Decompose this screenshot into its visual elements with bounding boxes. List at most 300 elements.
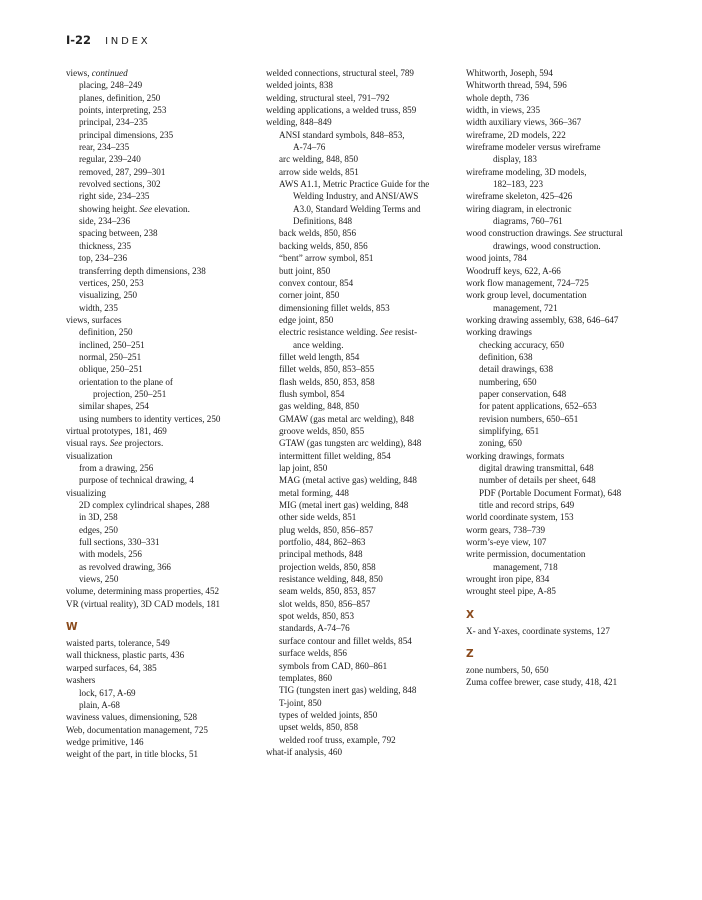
index-subentry [466,376,656,388]
index-subentry [66,388,256,400]
index-subentry [66,326,256,338]
index-subentry [266,339,464,351]
index-entry [66,437,256,449]
index-entry [466,265,656,277]
entry-text: wrought iron pipe, 834 [466,574,550,585]
entry-text: warped surfaces, 64, 385 [66,662,157,673]
index-entry [466,92,656,104]
entry-text: visualizing, 250 [79,290,138,301]
index-column-3 [466,67,656,689]
entry-text: views, [66,68,92,78]
entry-text: revision numbers, 650–651 [479,413,579,424]
index-subentry [466,487,656,499]
entry-text: width, in views, 235 [466,105,541,116]
entry-text: flush symbol, 854 [279,388,345,399]
entry-text: vertices, 250, 253 [79,277,144,288]
entry-text: wood construction drawings. [466,228,574,239]
entry-text: wireframe modeling, 3D models, [466,166,587,177]
index-entry [466,625,656,637]
entry-text: back welds, 850, 856 [279,228,357,239]
index-entry [66,674,256,686]
index-entry [466,326,656,338]
entry-text: gas welding, 848, 850 [279,401,360,412]
entry-text: wiring diagram, in electronic [466,203,572,214]
entry-text: welding applications, a welded truss, 859 [266,105,417,116]
entry-text: principal dimensions, 235 [79,129,174,140]
entry-text: slot welds, 850, 856–857 [279,598,371,609]
entry-text: placing, 248–249 [79,80,143,91]
entry-text: AWS A1.1, Metric Practice Guide for the [279,179,430,190]
index-entry [66,450,256,462]
index-subentry [266,190,464,202]
index-column-2 [266,67,464,758]
entry-text: weight of the part, in title blocks, 51 [66,749,199,760]
entry-text: zoning, 650 [479,438,522,449]
entry-italic-text: See [380,327,393,338]
entry-text: revolved sections, 302 [79,179,161,190]
entry-text: working drawings, formats [466,450,565,461]
entry-text: work flow management, 724–725 [466,277,589,288]
entry-text: numbering, 650 [479,376,537,387]
index-subentry [466,388,656,400]
index-subentry [266,129,464,141]
entry-after-text: structural [586,228,623,239]
index-entry [66,724,256,736]
index-subentry [66,548,256,560]
index-subentry [66,499,256,511]
entry-text: welded roof truss, example, 792 [279,734,396,745]
entry-italic-text: See [139,203,152,214]
index-subentry [466,302,656,314]
index-subentry [266,499,464,511]
entry-text: visualization [66,450,113,461]
index-subentry [266,585,464,597]
index-subentry [466,339,656,351]
index-entry [466,450,656,462]
entry-text: welded joints, 838 [266,80,333,91]
index-subentry [266,721,464,733]
entry-text: side, 234–236 [79,216,131,227]
index-entry [466,536,656,548]
index-subentry [266,215,464,227]
index-subentry [266,413,464,425]
entry-text: wireframe modeler versus wireframe [466,142,601,153]
entry-text: management, 718 [493,561,558,572]
entry-text: portfolio, 484, 862–863 [279,537,366,548]
index-subentry [266,277,464,289]
entry-text: write permission, documentation [466,549,586,560]
entry-text: in 3D, 258 [79,512,118,523]
index-subentry [466,153,656,165]
index-subentry [266,166,464,178]
entry-text: views, 250 [79,574,119,585]
entry-text: GMAW (gas metal arc welding), 848 [279,413,414,424]
entry-text: working drawings [466,327,532,338]
index-subentry [266,573,464,585]
entry-text: plain, A-68 [79,699,120,710]
entry-text: lock, 617, A-69 [79,687,136,698]
page-header [66,33,150,49]
index-subentry [266,252,464,264]
index-subentry [66,511,256,523]
entry-text: electric resistance welding. [279,327,380,338]
index-subentry [466,240,656,252]
entry-text: convex contour, 854 [279,277,354,288]
index-entry [66,736,256,748]
entry-text: intermittent fillet welding, 854 [279,450,391,461]
index-subentry [66,339,256,351]
entry-text: similar shapes, 254 [79,401,149,412]
index-subentry [66,376,256,388]
index-subentry [266,265,464,277]
index-subentry [466,363,656,375]
entry-text: upset welds, 850, 858 [279,722,359,733]
entry-text: detail drawings, 638 [479,364,553,375]
index-subentry [66,474,256,486]
index-entry [466,116,656,128]
letter-heading: X [466,608,475,621]
index-subentry [466,462,656,474]
entry-text: inclined, 250–251 [79,339,145,350]
index-subentry [266,351,464,363]
entry-text: title and record strips, 649 [479,500,575,511]
index-entry [466,79,656,91]
entry-text: wireframe, 2D models, 222 [466,129,566,140]
index-entry [466,664,656,676]
index-entry [66,637,256,649]
index-subentry [466,425,656,437]
index-entry [466,166,656,178]
entry-text: width auxiliary views, 366–367 [466,117,582,128]
index-subentry [266,511,464,523]
entry-text: types of welded joints, 850 [279,709,378,720]
entry-text: flash welds, 850, 853, 858 [279,376,375,387]
index-subentry [466,561,656,573]
index-subentry [66,79,256,91]
entry-text: A-74–76 [293,142,326,153]
index-subentry [266,647,464,659]
entry-after-text: projectors. [122,438,164,449]
index-entry [266,79,464,91]
index-subentry [66,227,256,239]
index-entry [266,67,464,79]
entry-text: removed, 287, 299–301 [79,166,166,177]
index-entry [266,92,464,104]
index-subentry [266,622,464,634]
entry-text: A3.0, Standard Welding Terms and [293,203,421,214]
index-subentry [66,190,256,202]
index-subentry [66,166,256,178]
entry-text: welded connections, structural steel, 789 [266,68,414,78]
index-subentry [266,487,464,499]
index-entry [466,227,656,239]
entry-text: waviness values, dimensioning, 528 [66,712,198,723]
entry-text: Whitworth, Joseph, 594 [466,68,553,78]
index-entry [66,487,256,499]
index-entry [466,548,656,560]
entry-text: right side, 234–235 [79,191,150,202]
entry-text: wall thickness, plastic parts, 436 [66,650,185,661]
index-subentry [66,351,256,363]
entry-text: spot welds, 850, 853 [279,611,355,622]
entry-text: work group level, documentation [466,290,587,301]
index-subentry [466,400,656,412]
entry-text: fillet welds, 850, 853–855 [279,364,375,375]
entry-text: diagrams, 760–761 [493,216,563,227]
index-entry [466,67,656,79]
index-entry [466,676,656,688]
index-subentry [266,178,464,190]
index-subentry [66,92,256,104]
index-subentry [266,302,464,314]
index-subentry [266,450,464,462]
entry-text: dimensioning fillet welds, 853 [279,302,390,313]
index-subentry [266,561,464,573]
index-entry [66,662,256,674]
entry-after-text: elevation. [152,203,190,214]
entry-text: Whitworth thread, 594, 596 [466,80,567,91]
entry-text: principal, 234–235 [79,117,148,128]
entry-text: principal methods, 848 [279,549,363,560]
index-entry [466,585,656,597]
index-subentry [66,178,256,190]
entry-text: oblique, 250–251 [79,364,143,375]
index-subentry [66,252,256,264]
index-subentry [66,104,256,116]
entry-text: using numbers to identity vertices, 250 [79,413,221,424]
index-subentry [466,437,656,449]
entry-text: thickness, 235 [79,240,132,251]
entry-text: backing welds, 850, 856 [279,240,368,251]
entry-text: Definitions, 848 [293,216,353,227]
entry-text: top, 234–236 [79,253,127,264]
index-subentry [66,400,256,412]
index-column-1 [66,67,256,761]
index-entry [66,748,256,760]
entry-text: spacing between, 238 [79,228,158,239]
index-subentry [66,536,256,548]
entry-text: points, interpreting, 253 [79,105,167,116]
index-entry [466,129,656,141]
index-entry [466,190,656,202]
index-subentry [266,524,464,536]
entry-text: digital drawing transmittal, 648 [479,463,594,473]
index-entry [466,104,656,116]
entry-italic-text: See [109,438,123,449]
index-subentry [66,240,256,252]
entry-italic-text: continued [91,68,128,78]
entry-text: Welding Industry, and ANSI/AWS [293,191,419,202]
entry-text: wrought steel pipe, A-85 [466,586,556,597]
entry-text: washers [66,675,96,686]
entry-text: world coordinate system, 153 [466,512,574,523]
index-subentry [266,227,464,239]
entry-text: whole depth, 736 [466,92,529,103]
index-subentry [266,203,464,215]
index-subentry [266,141,464,153]
entry-text: virtual prototypes, 181, 469 [66,425,167,436]
entry-text: X- and Y-axes, coordinate systems, 127 [466,625,610,636]
index-subentry [266,734,464,746]
index-entry [466,524,656,536]
index-subentry [266,289,464,301]
entry-text: ANSI standard symbols, 848–853, [279,129,405,140]
index-subentry [66,203,256,215]
index-subentry [66,413,256,425]
index-entry [466,277,656,289]
index-entry [66,314,256,326]
running-head: INDEX [105,36,151,47]
index-subentry [266,425,464,437]
entry-italic-text: See [573,228,587,239]
entry-text: welding, structural steel, 791–792 [266,92,390,103]
entry-text: T-joint, 850 [279,697,322,708]
entry-text: regular, 239–240 [79,154,141,165]
index-subentry [266,153,464,165]
entry-text: fillet weld length, 854 [279,351,360,362]
entry-text: edges, 250 [79,524,118,535]
entry-text: welding, 848–849 [266,117,332,128]
index-subentry [266,610,464,622]
entry-text: showing height. [79,203,140,214]
index-subentry [466,474,656,486]
entry-after-text: resist- [392,327,418,338]
entry-text: transferring depth dimensions, 238 [79,265,206,276]
entry-text: VR (virtual reality), 3D CAD models, 181 [66,598,221,609]
entry-text: Woodruff keys, 622, A-66 [466,265,561,276]
entry-text: simplifying, 651 [479,425,540,436]
index-subentry [266,548,464,560]
entry-text: for patent applications, 652–653 [479,401,597,412]
entry-text: orientation to the plane of [79,376,173,387]
index-entry [466,141,656,153]
index-subentry [66,363,256,375]
entry-text: definition, 638 [479,351,533,362]
index-entry [66,598,256,610]
index-subentry [466,178,656,190]
entry-text: wedge primitive, 146 [66,736,144,747]
entry-text: templates, 860 [279,672,333,683]
entry-text: GTAW (gas tungsten arc welding), 848 [279,438,422,449]
letter-heading: W [66,621,78,634]
index-subentry [266,660,464,672]
index-subentry [266,462,464,474]
entry-text: butt joint, 850 [279,265,331,276]
entry-text: metal forming, 448 [279,487,349,498]
index-entry [66,425,256,437]
index-subentry [66,699,256,711]
index-subentry [66,462,256,474]
entry-text: MIG (metal inert gas) welding, 848 [279,500,409,511]
index-subentry [266,240,464,252]
index-subentry [466,499,656,511]
index-subentry [266,697,464,709]
entry-text: paper conservation, 648 [479,388,567,399]
entry-text: management, 721 [493,302,558,313]
entry-text: purpose of technical drawing, 4 [79,475,194,486]
index-subentry [66,561,256,573]
entry-text: volume, determining mass properties, 452 [66,586,220,597]
index-subentry [466,351,656,363]
entry-text: projection, 250–251 [93,388,167,399]
index-subentry [266,363,464,375]
index-subentry [466,413,656,425]
entry-text: worm’s-eye view, 107 [466,537,547,548]
index-subentry [266,672,464,684]
index-entry [466,203,656,215]
entry-text: wood joints, 784 [466,253,527,264]
index-subentry [266,474,464,486]
entry-text: corner joint, 850 [279,290,340,301]
index-subentry [266,376,464,388]
index-entry [466,252,656,264]
index-subentry [66,687,256,699]
index-subentry [266,388,464,400]
index-subentry [266,400,464,412]
entry-text: visualizing [66,487,106,498]
index-subentry [266,536,464,548]
index-subentry [266,326,464,338]
entry-text: definition, 250 [79,327,133,338]
index-subentry [266,635,464,647]
entry-text: 182–183, 223 [493,179,544,190]
index-subentry [66,524,256,536]
entry-text: number of details per sheet, 648 [479,475,596,486]
index-entry [66,67,256,79]
index-subentry [266,437,464,449]
entry-text: drawings, wood construction. [493,240,601,251]
index-entry [66,585,256,597]
entry-text: visual rays. [66,438,110,449]
index-subentry [266,314,464,326]
entry-text: wireframe skeleton, 425–426 [466,191,573,202]
entry-text: display, 183 [493,154,537,165]
entry-text: arrow side welds, 851 [279,166,359,177]
index-subentry [66,129,256,141]
entry-text: views, surfaces [66,314,122,325]
entry-text: planes, definition, 250 [79,92,161,103]
entry-text: resistance welding, 848, 850 [279,574,383,585]
entry-text: ance welding. [293,339,344,350]
entry-text: working drawing assembly, 638, 646–647 [466,314,619,325]
entry-text: surface welds, 856 [279,648,347,659]
entry-text: full sections, 330–331 [79,537,160,548]
index-subentry [266,598,464,610]
entry-text: standards, A-74–76 [279,623,350,634]
index-entry [466,573,656,585]
entry-text: TIG (tungsten inert gas) welding, 848 [279,685,417,696]
index-entry [266,104,464,116]
letter-heading: Z [466,648,474,661]
index-subentry [466,215,656,227]
entry-text: other side welds, 851 [279,512,357,523]
page-number: I-22 [66,33,92,47]
index-subentry [66,289,256,301]
entry-text: surface contour and fillet welds, 854 [279,635,412,646]
index-subentry [266,684,464,696]
entry-text: checking accuracy, 650 [479,339,564,350]
entry-text: normal, 250–251 [79,351,142,362]
entry-text: PDF (Portable Document Format), 648 [479,487,622,498]
index-entry [466,314,656,326]
entry-text: zone numbers, 50, 650 [466,665,549,676]
index-subentry [66,141,256,153]
index-subentry [66,573,256,585]
index-subentry [66,215,256,227]
index-subentry [66,116,256,128]
entry-text: projection welds, 850, 858 [279,561,376,572]
index-subentry [66,302,256,314]
